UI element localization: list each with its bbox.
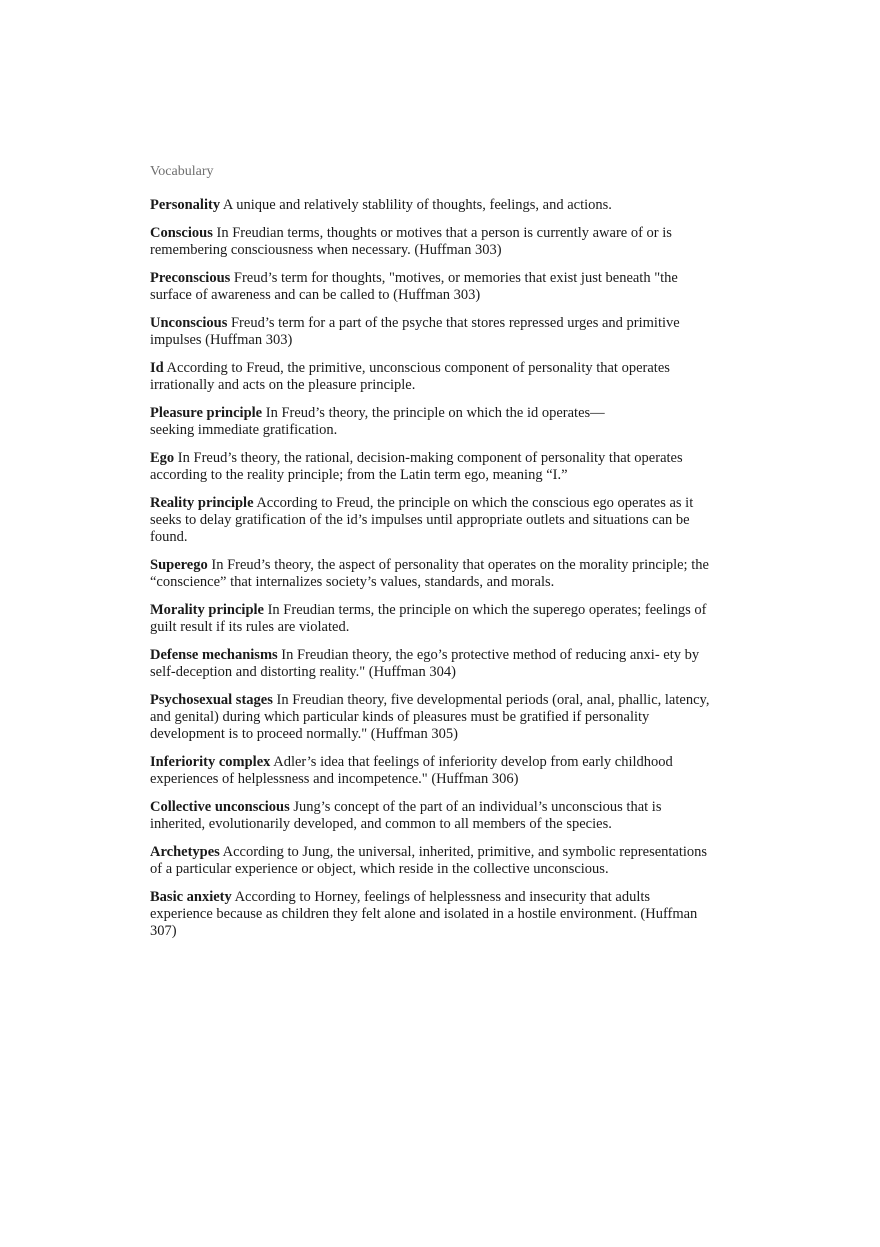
vocabulary-entry xyxy=(150,647,735,681)
definition-text: and genital) during which particular kinds of pleasures must be gratified if personality xyxy=(150,709,650,725)
page-heading: Vocabulary xyxy=(150,164,214,179)
definition-text: irrationally and acts on the pleasure principle. xyxy=(150,377,416,393)
entry-line xyxy=(150,574,735,591)
entry-line xyxy=(150,816,735,833)
vocabulary-term: Preconscious xyxy=(150,270,231,286)
vocabulary-term: Reality principle xyxy=(150,495,254,511)
definition-text: seeking immediate gratification. xyxy=(150,422,338,438)
definition-text: A unique and relatively stablility of thoughts, feelings, and actions. xyxy=(220,197,612,213)
entry-line xyxy=(150,889,735,906)
definition-text: experiences of helplessness and incompetence." (Huffman 306) xyxy=(150,771,519,787)
document-page xyxy=(150,163,735,951)
entry-line xyxy=(150,602,735,619)
vocabulary-term: Inferiority complex xyxy=(150,754,271,770)
definition-text: experience because as children they felt alone and isolated in a hostile environment. (Huffman xyxy=(150,906,698,922)
definition-text: In Freudian theory, five developmental periods (oral, anal, phallic, latency, xyxy=(272,692,710,708)
entry-line xyxy=(150,557,735,574)
vocabulary-term: Collective unconscious xyxy=(150,799,290,815)
entry-line xyxy=(150,726,735,743)
vocabulary-entry xyxy=(150,405,735,439)
definition-text: “conscience” that internalizes society’s values, standards, and morals. xyxy=(150,574,555,590)
entry-line xyxy=(150,692,735,709)
vocabulary-entry xyxy=(150,450,735,484)
entry-line xyxy=(150,225,735,242)
entry-line xyxy=(150,512,735,529)
vocabulary-term: Unconscious xyxy=(150,315,228,331)
definition-text: In Freudian theory, the ego’s protective method of reducing anxi- ety by xyxy=(277,647,700,663)
definition-text: guilt result if its rules are violated. xyxy=(150,619,350,635)
definition-text: seeks to delay gratification of the id’s impulses until appropriate outlets and situations can be xyxy=(150,512,690,528)
vocabulary-entry xyxy=(150,692,735,743)
definition-text: In Freudian terms, the principle on which the superego operates; feelings of xyxy=(263,602,707,618)
definition-text: inherited, evolutionarily developed, and common to all members of the species. xyxy=(150,816,612,832)
definition-text: development is to proceed normally." (Huffman 305) xyxy=(150,726,458,742)
entry-line xyxy=(150,467,735,484)
vocabulary-entry xyxy=(150,225,735,259)
entry-line xyxy=(150,844,735,861)
entry-line xyxy=(150,315,735,332)
vocabulary-term: Conscious xyxy=(150,225,213,241)
entry-line xyxy=(150,270,735,287)
definition-text: In Freud’s theory, the aspect of personality that operates on the morality principle; the xyxy=(207,557,709,573)
vocabulary-term: Id xyxy=(150,360,164,376)
vocabulary-term: Personality xyxy=(150,197,221,213)
vocabulary-entry xyxy=(150,360,735,394)
entry-line xyxy=(150,197,735,214)
vocabulary-term: Archetypes xyxy=(150,844,220,860)
definition-text: remembering consciousness when necessary. (Huffman 303) xyxy=(150,242,502,258)
entry-line xyxy=(150,360,735,377)
vocabulary-term: Defense mechanisms xyxy=(150,647,278,663)
entry-line xyxy=(150,799,735,816)
entry-line xyxy=(150,450,735,467)
vocabulary-entry xyxy=(150,754,735,788)
entry-line xyxy=(150,861,735,878)
vocabulary-term: Psychosexual stages xyxy=(150,692,273,708)
definition-text: According to Freud, the primitive, unconscious component of personality that operates xyxy=(163,360,670,376)
vocabulary-term: Ego xyxy=(150,450,175,466)
entry-line xyxy=(150,771,735,788)
vocabulary-entry xyxy=(150,799,735,833)
vocabulary-list xyxy=(150,197,735,940)
definition-text: In Freud’s theory, the principle on which the id operates— xyxy=(262,405,605,421)
entry-line xyxy=(150,754,735,771)
entry-line xyxy=(150,664,735,681)
vocabulary-term: Superego xyxy=(150,557,208,573)
definition-text: Freud’s term for a part of the psyche that stores repressed urges and primitive xyxy=(227,315,680,331)
vocabulary-entry xyxy=(150,270,735,304)
definition-text: according to the reality principle; from the Latin term ego, meaning “I.” xyxy=(150,467,568,483)
definition-text: of a particular experience or object, which reside in the collective unconscious. xyxy=(150,861,609,877)
entry-line xyxy=(150,242,735,259)
entry-line xyxy=(150,422,735,439)
definition-text: In Freud’s theory, the rational, decision-making component of personality that operates xyxy=(174,450,683,466)
definition-text: According to Horney, feelings of helplessness and insecurity that adults xyxy=(231,889,651,905)
definition-text: In Freudian terms, thoughts or motives that a person is currently aware of or is xyxy=(212,225,672,241)
definition-text: found. xyxy=(150,529,188,545)
definition-text: surface of awareness and can be called to (Huffman 303) xyxy=(150,287,481,303)
entry-line xyxy=(150,619,735,636)
vocabulary-term: Morality principle xyxy=(150,602,264,618)
vocabulary-entry xyxy=(150,315,735,349)
definition-text: Freud’s term for thoughts, "motives, or memories that exist just beneath "the xyxy=(230,270,678,286)
definition-text: According to Freud, the principle on which the conscious ego operates as it xyxy=(253,495,694,511)
entry-line xyxy=(150,906,735,923)
vocabulary-entry xyxy=(150,889,735,940)
entry-line xyxy=(150,377,735,394)
entry-line xyxy=(150,923,735,940)
entry-line xyxy=(150,529,735,546)
entry-line xyxy=(150,495,735,512)
vocabulary-entry xyxy=(150,602,735,636)
vocabulary-term: Basic anxiety xyxy=(150,889,232,905)
vocabulary-entry xyxy=(150,197,735,214)
vocabulary-entry xyxy=(150,557,735,591)
entry-line xyxy=(150,405,735,422)
definition-text: 307) xyxy=(150,923,177,939)
definition-text: impulses (Huffman 303) xyxy=(150,332,293,348)
definition-text: Adler’s idea that feelings of inferiority develop from early childhood xyxy=(270,754,673,770)
definition-text: Jung’s concept of the part of an individual’s unconscious that is xyxy=(289,799,662,815)
definition-text: self-deception and distorting reality." (Huffman 304) xyxy=(150,664,456,680)
vocabulary-entry xyxy=(150,844,735,878)
entry-line xyxy=(150,709,735,726)
entry-line xyxy=(150,287,735,304)
definition-text: According to Jung, the universal, inherited, primitive, and symbolic representations xyxy=(219,844,708,860)
entry-line xyxy=(150,332,735,349)
entry-line xyxy=(150,647,735,664)
vocabulary-entry xyxy=(150,495,735,546)
vocabulary-term: Pleasure principle xyxy=(150,405,263,421)
